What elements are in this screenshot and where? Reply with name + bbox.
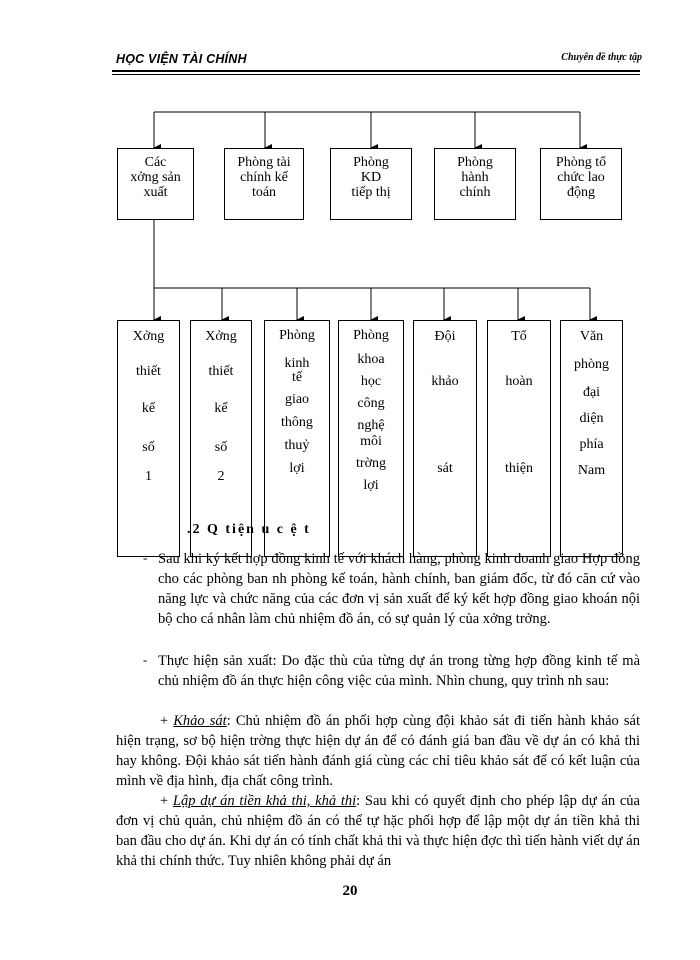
bullet-2: - [143,652,148,667]
paragraph-4: + Lập dự án tiền khả thi, khả thi: Sau khi có quyết định cho phép lập dự án của đơn vị chủ quản, chủ nhiệm đồ án có thể tự hặc phối hợp để lập một dự án tiền khả thi ban đầu cho dự án. Khi dự án có tính chất khả thi và thực hiện đợc thì tiến hành viết dự án khả thi chính thức. Tuy nhiên không phải dự án [116,793,640,869]
org-box-phong-kd: Phòng KD tiếp thị [330,148,412,220]
org-box-phong-hanh-chinh: Phòng hành chính [434,148,516,220]
org-box-to-hoan-thien: Tổ hoàn thiện [487,320,551,557]
org-box-doi-khao-sat: Đội khảo sát [413,320,477,557]
org-box-khoa-hoc-cong-nghe: Phòng khoa học công nghệ môi trờng lợi [338,320,404,557]
header-title: HỌC VIỆN TÀI CHÍNH [116,52,247,66]
org-box-phong-to-chuc: Phòng tổ chức lao động [540,148,622,220]
paragraph-3: + Khảo sát: Chủ nhiệm đồ án phối hợp cùng đội khảo sát đi tiến hành khảo sát hiện trạng, sơ bộ hiện trờng thực hiện dự án để có đánh giá ban đầu về dự án có khả thi hay không. Đội khảo sát tiến hành đánh giá cùng các chỉ tiêu khảo sát để có kết luận của mình về địa hình, địa chất công trình. [116,713,640,789]
term-lap-du-an: Lập dự án tiền khả thi, khả thi [172,793,357,809]
page-number: 20 [342,883,358,899]
paragraph-1: Sau khi ký kết hợp đồng kinh tế với khách hàng, phòng kinh doanh giao Hợp đồng cho các phòng ban nh phòng kế toán, hành chính, ban giám đốc, từ đó căn cứ vào năng lực và chức năng của các đơn vị sản xuất để ký kết hợp đồng giao khoán nội bộ cho cá nhân làm chủ nhiệm đồ án, có sự quản lý của xởng trởng. [158,551,640,627]
org-box-xuong-san-xuat: Các xởng sản xuất [117,148,194,220]
org-box-van-phong-phia-nam: Văn phòng đại diện phía Nam [560,320,623,557]
header-subtitle: Chuyên đề thực tập [561,52,642,63]
paragraph-2: Thực hiện sản xuất: Do đặc thù của từng dự án trong từng hợp đồng kinh tế mà chủ nhiệm đồ án thực hiện công việc của mình. Nhìn chung, quy trình nh sau: [158,653,640,689]
org-box-phong-tai-chinh: Phòng tài chính kế toán [224,148,304,220]
bullet-1: - [143,550,148,565]
org-box-kinh-te-giao-thong: Phòng kinh tế giao thông thuỷ lợi [264,320,330,557]
section-heading: .2 Q tiện u c ệ t [187,522,311,537]
org-box-xuong-1: Xởng thiết kế số 1 [117,320,180,557]
term-khao-sat: Khảo sát [173,713,227,729]
org-box-xuong-2: Xởng thiết kế số 2 [190,320,252,557]
